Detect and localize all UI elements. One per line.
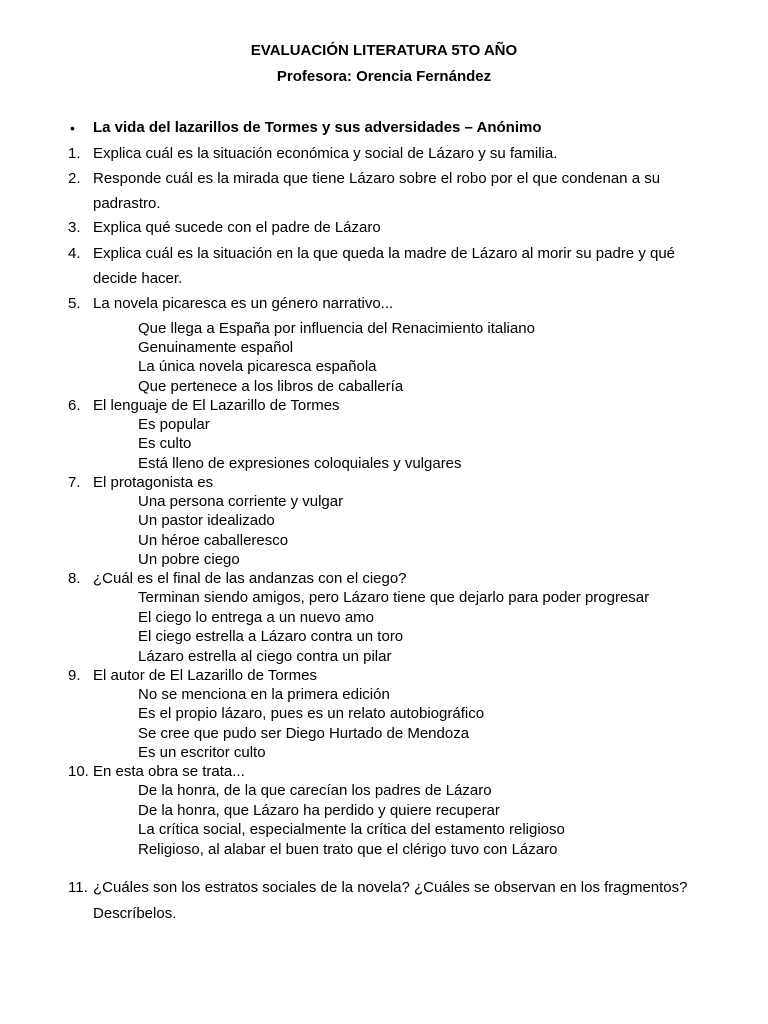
question-number: 11. — [68, 879, 88, 896]
answer-option: Se cree que pudo ser Diego Hurtado de Mendoza — [138, 725, 470, 742]
question-text: La novela picaresca es un género narrativo... — [93, 295, 394, 312]
question-text: En esta obra se trata... — [93, 763, 245, 780]
answer-option: La única novela picaresca española — [138, 358, 377, 375]
answer-option: Es culto — [138, 435, 192, 452]
question-number: 8. — [68, 570, 81, 587]
answer-option: Un pobre ciego — [138, 551, 240, 568]
question-number: 10. — [68, 763, 89, 780]
teacher-name: Profesora: Orencia Fernández — [276, 68, 492, 85]
question-text: Responde cuál es la mirada que tiene Lázaro sobre el robo por el que condenan a su — [93, 170, 661, 187]
answer-option: Está lleno de expresiones coloquiales y vulgares — [138, 455, 462, 472]
question-number: 5. — [68, 295, 81, 312]
section-heading: La vida del lazarillos de Tormes y sus adversidades – Anónimo — [93, 119, 542, 136]
question-text-continued: decide hacer. — [93, 270, 183, 287]
question-number: 1. — [68, 145, 81, 162]
answer-option: De la honra, que Lázaro ha perdido y quiere recuperar — [138, 802, 500, 819]
answer-option: Un pastor idealizado — [138, 512, 275, 529]
answer-option: Lázaro estrella al ciego contra un pilar — [138, 648, 392, 665]
question-number: 7. — [68, 474, 81, 491]
answer-option: Genuinamente español — [138, 339, 294, 356]
question-number: 9. — [68, 667, 81, 684]
question-text: Explica cuál es la situación económica y social de Lázaro y su familia. — [93, 145, 558, 162]
question-text: El protagonista es — [93, 474, 214, 491]
document-title: EVALUACIÓN LITERATURA 5TO AÑO — [250, 42, 518, 59]
answer-option: Que pertenece a los libros de caballería — [138, 378, 404, 395]
answer-option: Es el propio lázaro, pues es un relato autobiográfico — [138, 705, 485, 722]
answer-option: La crítica social, especialmente la crítica del estamento religioso — [138, 821, 565, 838]
bullet-icon: • — [70, 120, 75, 136]
answer-option: El ciego lo entrega a un nuevo amo — [138, 609, 374, 626]
question-text: ¿Cuál es el final de las andanzas con el ciego? — [93, 570, 407, 587]
answer-option: No se menciona en la primera edición — [138, 686, 390, 703]
question-text: El autor de El Lazarillo de Tormes — [93, 667, 318, 684]
question-text-continued: padrastro. — [93, 195, 161, 212]
question-number: 6. — [68, 397, 81, 414]
question-text: ¿Cuáles son los estratos sociales de la novela? ¿Cuáles se observan en los fragmentos? — [93, 879, 688, 896]
answer-option: Un héroe caballeresco — [138, 532, 289, 549]
question-number: 3. — [68, 219, 81, 236]
question-number: 2. — [68, 170, 81, 187]
question-text: Explica cuál es la situación en la que queda la madre de Lázaro al morir su padre y qué — [93, 245, 676, 262]
answer-option: Religioso, al alabar el buen trato que el clérigo tuvo con Lázaro — [138, 841, 558, 858]
answer-option: Que llega a España por influencia del Renacimiento italiano — [138, 320, 535, 337]
answer-option: El ciego estrella a Lázaro contra un toro — [138, 628, 404, 645]
question-text: El lenguaje de El Lazarillo de Tormes — [93, 397, 340, 414]
question-number: 4. — [68, 245, 81, 262]
answer-option: De la honra, de la que carecían los padres de Lázaro — [138, 782, 492, 799]
answer-option: Es popular — [138, 416, 210, 433]
answer-option: Es un escritor culto — [138, 744, 266, 761]
answer-option: Terminan siendo amigos, pero Lázaro tiene que dejarlo para poder progresar — [138, 589, 650, 606]
answer-option: Una persona corriente y vulgar — [138, 493, 344, 510]
question-text-continued: Descríbelos. — [93, 905, 177, 922]
question-text: Explica qué sucede con el padre de Lázaro — [93, 219, 381, 236]
